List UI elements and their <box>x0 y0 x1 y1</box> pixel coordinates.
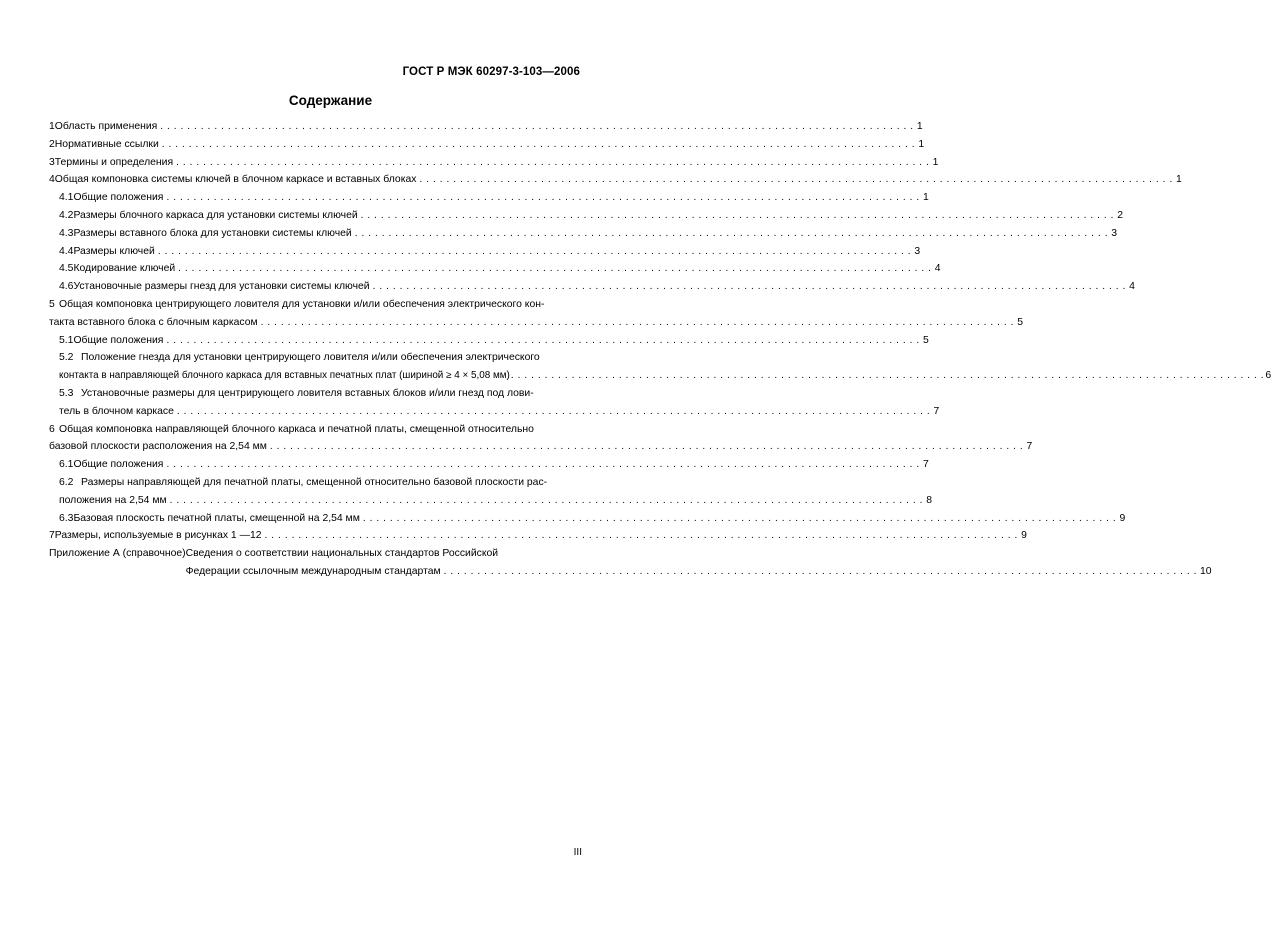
toc-page-number: 9 <box>1119 512 1126 524</box>
toc-title-continued: такта вставного блока с блочным каркасом <box>49 316 258 328</box>
toc-entry-5[interactable] <box>49 316 1023 335</box>
dot-leader <box>166 192 919 203</box>
toc-title: Установочные размеры гнезд для установки системы ключей <box>73 281 370 293</box>
dot-leader <box>261 317 1014 328</box>
toc-title-continued: базовой плоскости расположения на 2,54 мм <box>49 441 267 453</box>
toc-title-continued: контакта в направляющей блочного каркаса для вставных печатных плат (шириной ≥ 4 × 5,08 мм) <box>59 370 510 382</box>
table-of-contents <box>49 121 1271 584</box>
toc-title: Термины и определения <box>54 156 174 168</box>
dot-leader <box>160 121 913 132</box>
toc-entry-6-line1[interactable] <box>49 424 583 442</box>
toc-entry-5-1[interactable] <box>49 334 929 353</box>
dot-leader <box>361 210 1114 221</box>
toc-title: Установочные размеры для центрирующего ловителя вставных блоков и/или гнезд под лови- <box>81 387 534 399</box>
toc-entry-5-3[interactable] <box>49 405 940 424</box>
toc-number: 6.1 <box>59 459 74 471</box>
toc-page-number: 7 <box>923 459 929 471</box>
toc-title: Общие положения <box>73 459 164 471</box>
toc-number: 5.3 <box>59 387 74 399</box>
toc-title-continued: тель в блочном каркасе <box>59 405 174 417</box>
toc-number: 6.2 <box>59 476 74 488</box>
toc-page-number: 1 <box>1176 174 1182 186</box>
toc-number: 1 <box>49 121 55 132</box>
toc-number: 4.4 <box>59 245 74 257</box>
toc-entry-4[interactable] <box>49 174 1182 192</box>
toc-title: Размеры ключей <box>73 245 155 257</box>
toc-number: 5.2 <box>59 352 74 364</box>
dot-leader <box>444 566 1197 577</box>
appendix-label: Приложение А (справочное) <box>49 548 186 560</box>
toc-entry-6[interactable] <box>49 441 1033 459</box>
dot-leader <box>419 174 1172 185</box>
toc-title: Базовая плоскость печатной платы, смещенной на 2,54 мм <box>73 512 360 524</box>
toc-entry-6-3[interactable] <box>49 512 1126 531</box>
toc-entry-7[interactable] <box>49 530 1027 548</box>
toc-entry-5-3-line1[interactable] <box>49 388 583 406</box>
toc-entry-4-2[interactable] <box>49 209 1124 228</box>
toc-title: Размеры, используемые в рисунках 1 —12 <box>54 530 262 542</box>
toc-page-number: 1 <box>932 156 939 168</box>
page-number-roman: III <box>573 847 582 858</box>
dot-leader <box>166 459 919 470</box>
toc-entry-4-3[interactable] <box>49 227 1118 246</box>
toc-title: Общая компоновка центрирующего ловителя для установки и/или обеспечения электрического кон- <box>59 298 545 310</box>
toc-page-number: 7 <box>1026 441 1033 453</box>
dot-leader <box>178 263 931 274</box>
toc-title: Размеры блочного каркаса для установки системы ключей <box>73 209 358 221</box>
dot-leader <box>373 281 1126 292</box>
toc-title: Общие положения <box>73 192 164 204</box>
document-code: ГОСТ Р МЭК 60297-3-103—2006 <box>402 66 580 78</box>
toc-entry-4-5[interactable] <box>49 263 941 281</box>
toc-number: 4.5 <box>59 263 74 275</box>
toc-title-continued: Федерации ссылочным международным стандартам <box>185 565 441 577</box>
toc-page-number: 6 <box>1265 370 1271 382</box>
dot-leader <box>176 157 929 168</box>
toc-number: 5.1 <box>59 334 74 346</box>
toc-page-number: 9 <box>1021 530 1027 542</box>
toc-number: 6 <box>49 423 55 435</box>
toc-number: 3 <box>49 156 55 168</box>
toc-entry-6-1[interactable] <box>49 459 929 477</box>
toc-number: 4 <box>49 174 55 186</box>
appendix-body <box>186 548 1212 584</box>
toc-number: 4.1 <box>59 192 74 204</box>
toc-page-number: 10 <box>1200 565 1212 577</box>
toc-title-continued: положения на 2,54 мм <box>59 494 167 506</box>
toc-number: 4.3 <box>59 227 74 239</box>
toc-title: Кодирование ключей <box>73 263 176 275</box>
toc-page-number: 1 <box>923 192 929 204</box>
toc-page-number: 3 <box>914 245 921 257</box>
appendix-title-line1: Сведения о соответствии национальных стандартов Российской <box>185 548 499 560</box>
dot-leader <box>511 370 1264 381</box>
toc-entry-5-line1[interactable] <box>49 299 583 317</box>
toc-page-number: 1 <box>916 121 923 132</box>
toc-page-number: 8 <box>926 494 932 506</box>
toc-number: 4.6 <box>59 281 74 293</box>
toc-page-number: 4 <box>1129 281 1135 293</box>
toc-page-number: 3 <box>1111 227 1118 239</box>
dot-leader <box>170 495 923 506</box>
page-title: Содержание <box>288 93 373 108</box>
dot-leader <box>363 513 1116 524</box>
dot-leader <box>177 406 930 417</box>
toc-page-number: 7 <box>933 405 940 417</box>
dot-leader <box>158 246 911 257</box>
toc-entry-4-1[interactable] <box>49 192 929 210</box>
toc-number: 4.2 <box>59 209 74 221</box>
toc-number: 2 <box>49 138 55 150</box>
toc-page-number: 4 <box>934 263 941 275</box>
toc-entry-6-2[interactable] <box>49 494 932 513</box>
toc-page-number: 2 <box>1117 209 1124 221</box>
toc-entry-4-4[interactable] <box>49 245 921 264</box>
dot-leader <box>265 530 1018 541</box>
toc-title: Область применения <box>54 121 158 132</box>
toc-title: Общая компоновка системы ключей в блочном каркасе и вставных блоках <box>54 174 417 186</box>
toc-title: Размеры направляющей для печатной платы, смещенной относительно базовой плоскости рас- <box>81 476 548 488</box>
dot-leader <box>355 228 1108 239</box>
dot-leader <box>166 335 919 346</box>
toc-title: Общая компоновка направляющей блочного каркаса и печатной платы, смещенной относительно <box>59 423 534 435</box>
toc-page-number: 1 <box>918 138 925 150</box>
toc-number: 6.3 <box>59 512 74 524</box>
toc-entry-appendix-a[interactable] <box>49 548 1212 584</box>
toc-title: Размеры вставного блока для установки системы ключей <box>73 227 352 239</box>
toc-title: Нормативные ссылки <box>54 138 159 150</box>
toc-entry-5-2-line1[interactable] <box>49 352 583 370</box>
toc-number: 7 <box>49 530 55 542</box>
toc-entry-4-6[interactable] <box>49 281 1135 299</box>
dot-leader <box>162 139 915 150</box>
toc-entry-2[interactable] <box>49 138 925 157</box>
toc-entry-5-2[interactable] <box>49 370 1271 388</box>
toc-number: 5 <box>49 298 55 310</box>
toc-title: Общие положения <box>73 334 164 346</box>
toc-entry-6-2-line1[interactable] <box>49 477 583 495</box>
toc-entry-3[interactable] <box>49 156 939 175</box>
toc-page-number: 5 <box>1017 316 1023 328</box>
toc-title: Положение гнезда для установки центрирующего ловителя и/или обеспечения электрического <box>81 352 540 364</box>
toc-entry-1[interactable] <box>49 121 923 139</box>
toc-page-number: 5 <box>923 334 929 346</box>
dot-leader <box>270 441 1023 452</box>
appendix-title-line2 <box>186 566 1212 584</box>
